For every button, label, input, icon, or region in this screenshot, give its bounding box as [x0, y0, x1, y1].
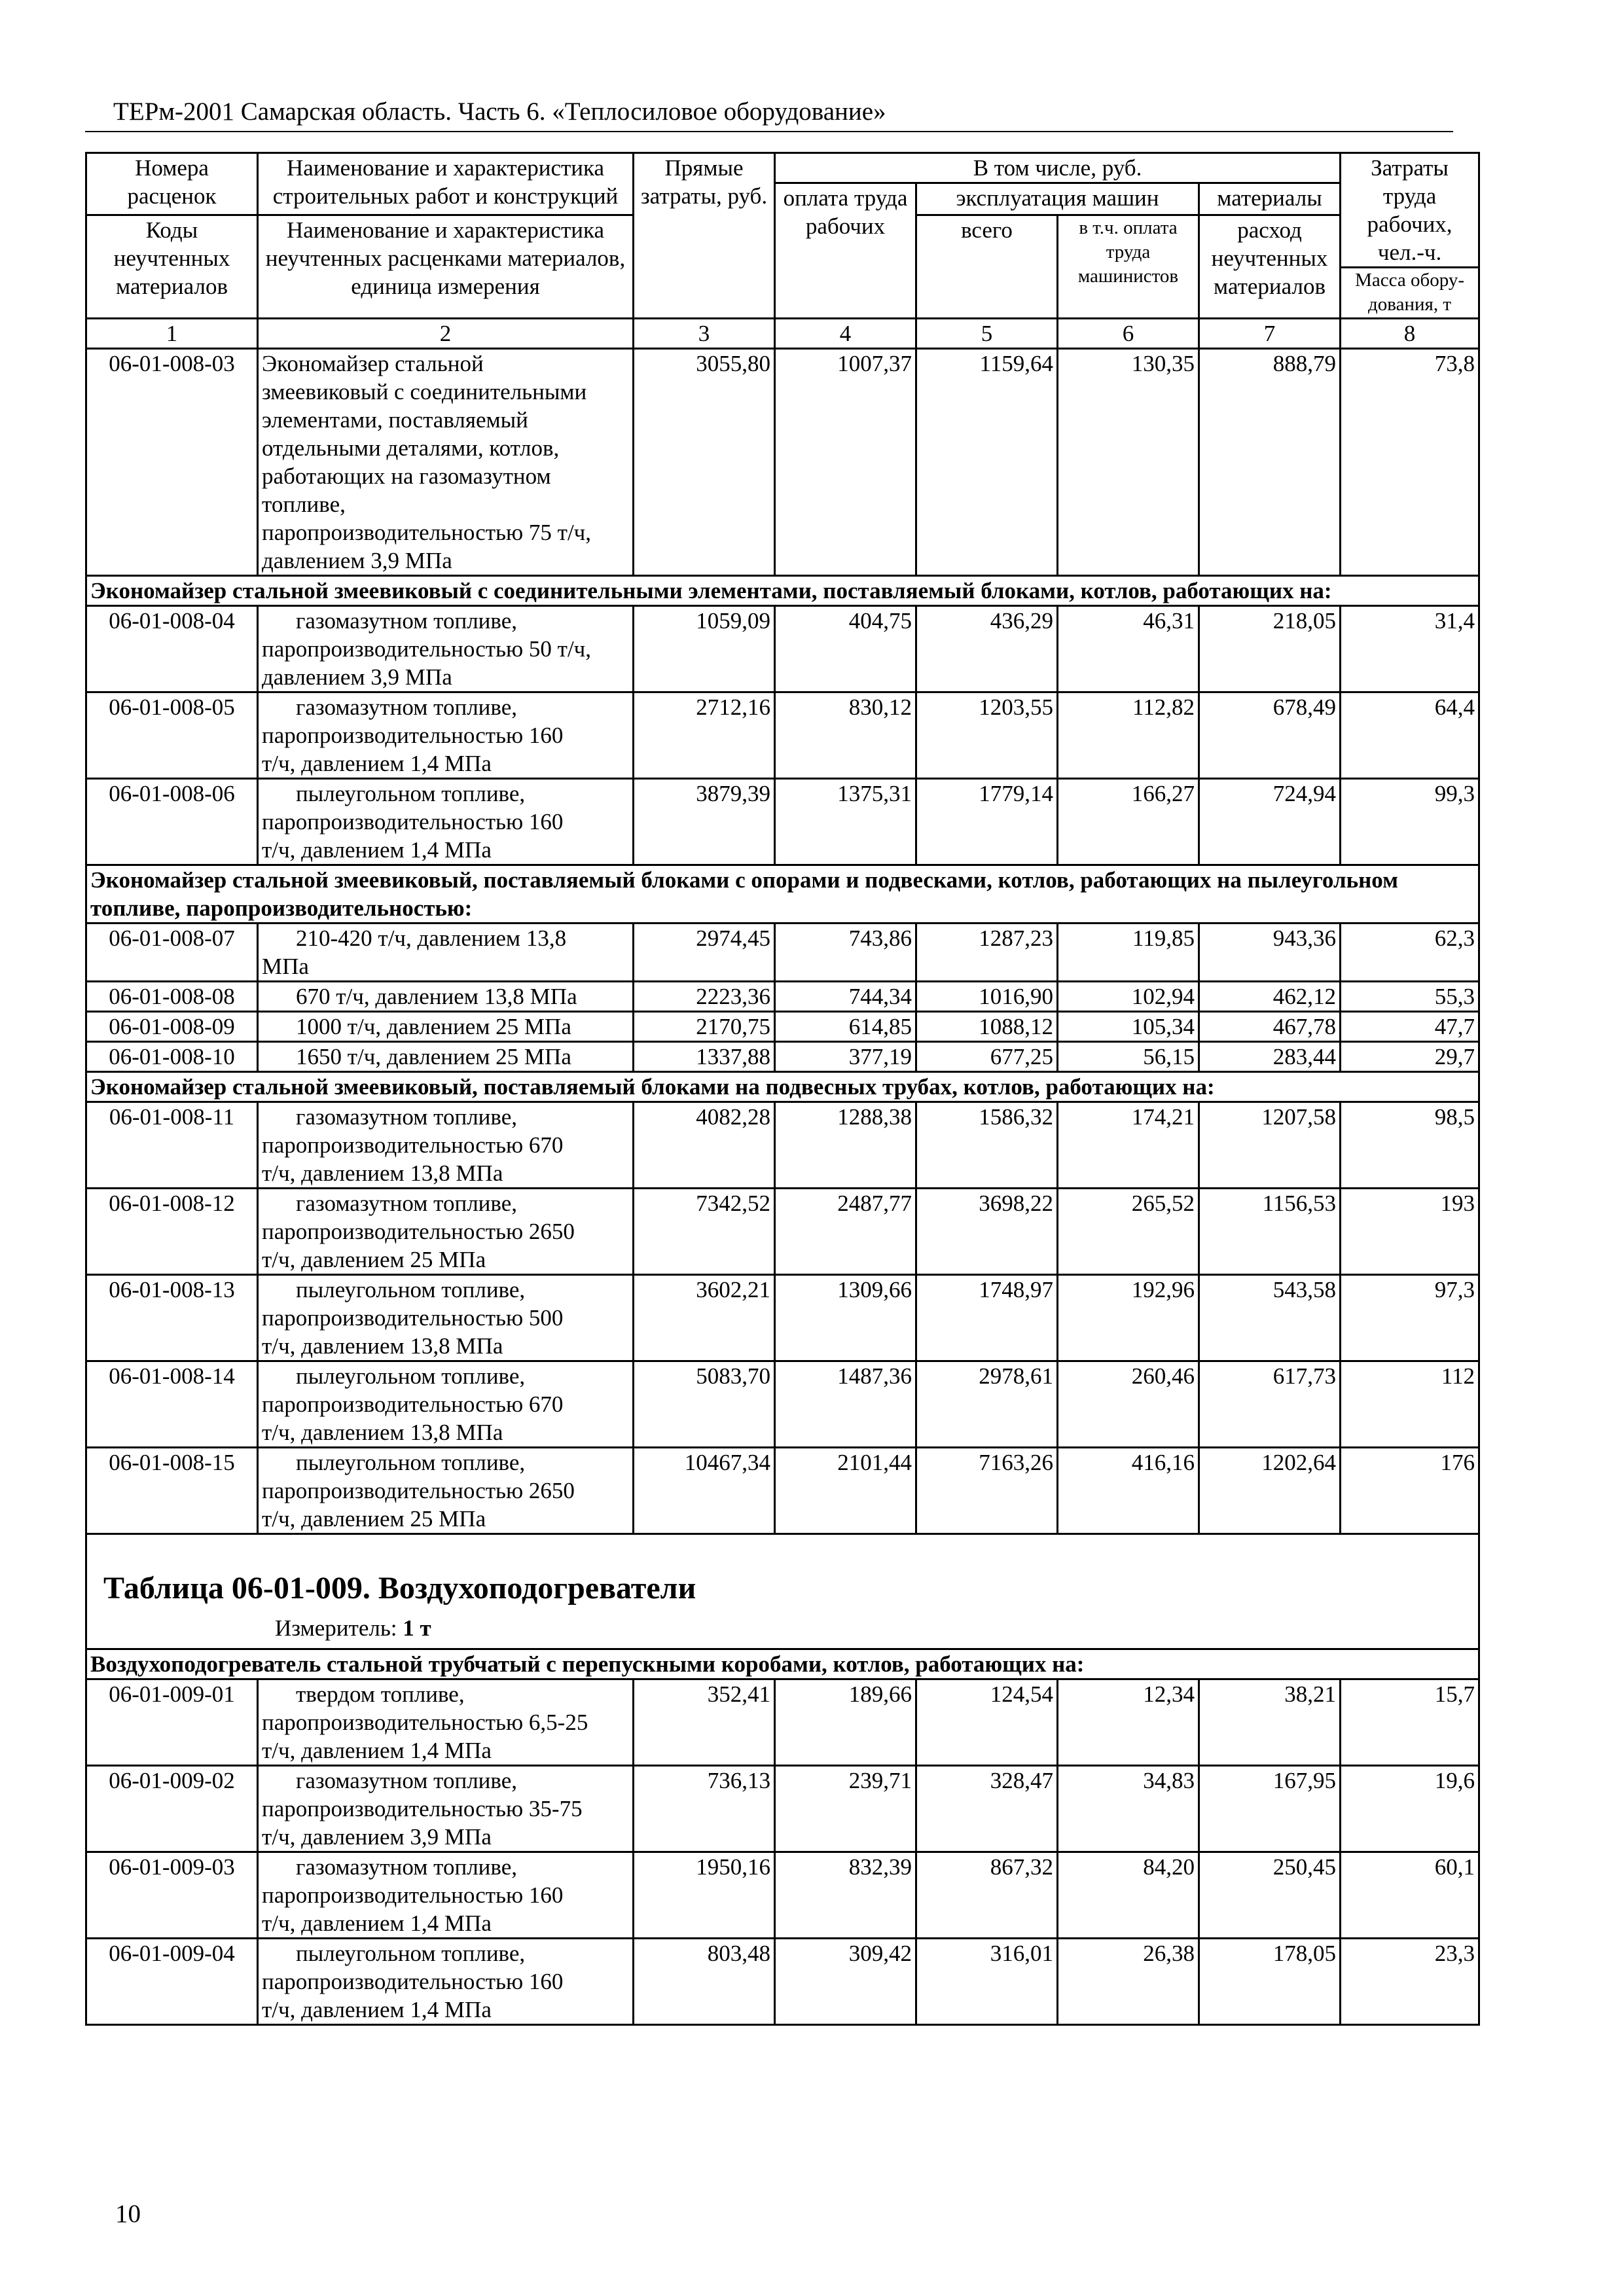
value-machines-total: 1586,32 [916, 1102, 1058, 1189]
measure-value: 1 т [403, 1615, 431, 1641]
description-line: 1000 т/ч, давлением 25 МПа [296, 1014, 571, 1039]
value-machines-total: 436,29 [916, 606, 1058, 692]
value-labor-cost: 176 [1341, 1448, 1479, 1534]
description-line: паропроизводительностью 160 [262, 1969, 564, 1994]
value-labor-cost: 29,7 [1341, 1042, 1479, 1072]
description-line: газомазутном топливе, [296, 1104, 518, 1130]
rate-description [258, 692, 634, 779]
col-number: 2 [258, 319, 634, 349]
value-operator-pay: 265,52 [1058, 1189, 1199, 1275]
hdr-labor-cost: Затраты труда рабочих, чел.-ч. [1341, 153, 1479, 268]
table-row [86, 1766, 1479, 1852]
col-number: 3 [634, 319, 775, 349]
value-operator-pay: 34,83 [1058, 1766, 1199, 1852]
section-heading: Экономайзер стальной змеевиковый, поставляемый блоками на подвесных трубах, котлов, работающих на: [86, 1072, 1479, 1102]
description-line: элементами, поставляемый [262, 407, 528, 433]
value-labor-pay: 189,66 [775, 1679, 916, 1766]
value-labor-pay: 377,19 [775, 1042, 916, 1072]
description-line: пылеугольном топливе, [296, 1363, 526, 1389]
value-operator-pay: 192,96 [1058, 1275, 1199, 1361]
rate-description [258, 1012, 634, 1042]
value-materials: 724,94 [1199, 779, 1341, 865]
rate-code: 06-01-009-04 [86, 1939, 258, 2025]
value-labor-pay: 1309,66 [775, 1275, 916, 1361]
value-labor-pay: 2487,77 [775, 1189, 916, 1275]
value-labor-cost: 23,3 [1341, 1939, 1479, 2025]
description-line: газомазутном топливе, [296, 1768, 518, 1793]
description-line: работающих на газомазутном [262, 463, 551, 489]
value-operator-pay: 56,15 [1058, 1042, 1199, 1072]
value-materials: 617,73 [1199, 1361, 1341, 1448]
hdr-equipment-mass: Масса обору-дования, т [1341, 268, 1479, 319]
rate-code: 06-01-009-01 [86, 1679, 258, 1766]
hdr-material-name: Наименование и характеристика неучтенных расценками материалов, единица измерения [258, 215, 634, 319]
rate-description [258, 349, 634, 576]
rate-code: 06-01-008-15 [86, 1448, 258, 1534]
value-machines-total: 124,54 [916, 1679, 1058, 1766]
measure-unit [90, 1608, 1475, 1648]
description-line: т/ч, давлением 1,4 МПа [262, 1738, 492, 1763]
value-direct-cost: 352,41 [634, 1679, 775, 1766]
description-line: паропроизводительностью 160 [262, 809, 564, 834]
value-direct-cost: 3602,21 [634, 1275, 775, 1361]
description-line: т/ч, давлением 1,4 МПа [262, 1910, 492, 1936]
value-direct-cost: 2712,16 [634, 692, 775, 779]
value-operator-pay: 112,82 [1058, 692, 1199, 779]
value-machines-total: 677,25 [916, 1042, 1058, 1072]
value-labor-pay: 830,12 [775, 692, 916, 779]
description-line: паропроизводительностью 160 [262, 1882, 564, 1908]
hdr-machines-total: всего [916, 215, 1058, 319]
value-machines-total: 1779,14 [916, 779, 1058, 865]
table-row [86, 1361, 1479, 1448]
value-labor-pay: 239,71 [775, 1766, 916, 1852]
value-labor-pay: 614,85 [775, 1012, 916, 1042]
value-direct-cost: 803,48 [634, 1939, 775, 2025]
value-materials: 462,12 [1199, 982, 1341, 1012]
col-number: 5 [916, 319, 1058, 349]
description-line: т/ч, давлением 25 МПа [262, 1506, 486, 1532]
col-number: 4 [775, 319, 916, 349]
value-operator-pay: 26,38 [1058, 1939, 1199, 2025]
table-title: Таблица 06-01-009. Воздухоподогреватели [103, 1571, 696, 1605]
value-direct-cost: 1950,16 [634, 1852, 775, 1939]
value-direct-cost: 2974,45 [634, 924, 775, 982]
description-line: паропроизводительностью 500 [262, 1305, 564, 1331]
value-direct-cost: 2170,75 [634, 1012, 775, 1042]
description-line: газомазутном топливе, [296, 694, 518, 720]
table-row [86, 924, 1479, 982]
value-labor-cost: 64,4 [1341, 692, 1479, 779]
value-machines-total: 1088,12 [916, 1012, 1058, 1042]
rate-code: 06-01-008-05 [86, 692, 258, 779]
value-direct-cost: 3879,39 [634, 779, 775, 865]
value-materials: 943,36 [1199, 924, 1341, 982]
hdr-materials-unaccounted: расход неучтенных материалов [1199, 215, 1341, 319]
rate-description [258, 1042, 634, 1072]
value-operator-pay: 84,20 [1058, 1852, 1199, 1939]
description-line: т/ч, давлением 13,8 МПа [262, 1333, 503, 1359]
value-materials: 678,49 [1199, 692, 1341, 779]
value-materials: 38,21 [1199, 1679, 1341, 1766]
description-line: давлением 3,9 МПа [262, 548, 452, 573]
table-row [86, 779, 1479, 865]
rate-description [258, 1939, 634, 2025]
description-line: паропроизводительностью 6,5-25 [262, 1710, 588, 1735]
table-row [86, 1012, 1479, 1042]
value-machines-total: 2978,61 [916, 1361, 1058, 1448]
measure-label: Измеритель: [275, 1615, 403, 1641]
value-direct-cost: 5083,70 [634, 1361, 775, 1448]
description-line: т/ч, давлением 13,8 МПа [262, 1160, 503, 1186]
value-materials: 167,95 [1199, 1766, 1341, 1852]
value-machines-total: 867,32 [916, 1852, 1058, 1939]
value-labor-pay: 1288,38 [775, 1102, 916, 1189]
description-line: газомазутном топливе, [296, 1191, 518, 1216]
value-direct-cost: 10467,34 [634, 1448, 775, 1534]
description-line: отдельными деталями, котлов, [262, 435, 560, 461]
value-materials: 1207,58 [1199, 1102, 1341, 1189]
value-materials: 178,05 [1199, 1939, 1341, 2025]
table-row [86, 1939, 1479, 2025]
description-line: т/ч, давлением 25 МПа [262, 1247, 486, 1272]
value-machines-total: 1748,97 [916, 1275, 1058, 1361]
value-labor-cost: 62,3 [1341, 924, 1479, 982]
table-row [86, 1852, 1479, 1939]
value-labor-cost: 15,7 [1341, 1679, 1479, 1766]
value-labor-cost: 47,7 [1341, 1012, 1479, 1042]
col-number: 1 [86, 319, 258, 349]
table-row [86, 1275, 1479, 1361]
value-labor-pay: 1007,37 [775, 349, 916, 576]
description-line: паропроизводительностью 50 т/ч, [262, 636, 592, 662]
table-row [86, 1679, 1479, 1766]
value-labor-pay: 832,39 [775, 1852, 916, 1939]
description-line: т/ч, давлением 1,4 МПа [262, 1997, 492, 2022]
value-direct-cost: 2223,36 [634, 982, 775, 1012]
description-line: паропроизводительностью 160 [262, 723, 564, 748]
value-labor-cost: 112 [1341, 1361, 1479, 1448]
value-direct-cost: 4082,28 [634, 1102, 775, 1189]
description-line: 1650 т/ч, давлением 25 МПа [296, 1044, 571, 1069]
value-machines-total: 316,01 [916, 1939, 1058, 2025]
description-line: пылеугольном топливе, [296, 1277, 526, 1302]
value-direct-cost: 7342,52 [634, 1189, 775, 1275]
value-labor-cost: 73,8 [1341, 349, 1479, 576]
rate-description [258, 1275, 634, 1361]
hdr-material-codes: Коды неучтенных материалов [86, 215, 258, 319]
table-row [86, 1448, 1479, 1534]
rate-code: 06-01-008-03 [86, 349, 258, 576]
value-materials: 888,79 [1199, 349, 1341, 576]
table-row [86, 692, 1479, 779]
description-line: твердом топливе, [296, 1681, 465, 1707]
table-row [86, 1102, 1479, 1189]
value-labor-cost: 60,1 [1341, 1852, 1479, 1939]
hdr-materials: материалы [1199, 183, 1341, 215]
table-row [86, 1042, 1479, 1072]
value-operator-pay: 119,85 [1058, 924, 1199, 982]
page-number: 10 [115, 2200, 141, 2228]
rate-code: 06-01-008-10 [86, 1042, 258, 1072]
value-materials: 218,05 [1199, 606, 1341, 692]
value-labor-pay: 743,86 [775, 924, 916, 982]
rate-description [258, 982, 634, 1012]
hdr-machines: эксплуатация машин [916, 183, 1199, 215]
rate-description [258, 1679, 634, 1766]
description-line: паропроизводительностью 75 т/ч, [262, 520, 592, 545]
value-labor-pay: 309,42 [775, 1939, 916, 2025]
description-line: т/ч, давлением 1,4 МПа [262, 751, 492, 776]
value-labor-cost: 99,3 [1341, 779, 1479, 865]
rate-code: 06-01-008-12 [86, 1189, 258, 1275]
rate-description [258, 1102, 634, 1189]
description-line: МПа [262, 954, 309, 979]
value-labor-cost: 55,3 [1341, 982, 1479, 1012]
hdr-labor-pay: оплата труда рабочих [775, 183, 916, 319]
table-row [86, 982, 1479, 1012]
description-line: т/ч, давлением 1,4 МПа [262, 837, 492, 863]
description-line: паропроизводительностью 670 [262, 1391, 564, 1417]
value-materials: 543,58 [1199, 1275, 1341, 1361]
value-labor-cost: 98,5 [1341, 1102, 1479, 1189]
rate-code: 06-01-008-04 [86, 606, 258, 692]
rate-description [258, 1189, 634, 1275]
rate-code: 06-01-009-02 [86, 1766, 258, 1852]
value-operator-pay: 102,94 [1058, 982, 1199, 1012]
value-materials: 1156,53 [1199, 1189, 1341, 1275]
description-line: топливе, [262, 492, 346, 517]
header-rule [85, 131, 1453, 132]
value-materials: 250,45 [1199, 1852, 1341, 1939]
section-heading: Воздухоподогреватель стальной трубчатый с перепускными коробами, котлов, работающих на: [86, 1649, 1479, 1679]
value-materials: 283,44 [1199, 1042, 1341, 1072]
value-operator-pay: 130,35 [1058, 349, 1199, 576]
value-labor-cost: 31,4 [1341, 606, 1479, 692]
col-number: 8 [1341, 319, 1479, 349]
value-machines-total: 328,47 [916, 1766, 1058, 1852]
value-materials: 467,78 [1199, 1012, 1341, 1042]
value-direct-cost: 3055,80 [634, 349, 775, 576]
value-direct-cost: 1059,09 [634, 606, 775, 692]
value-labor-pay: 404,75 [775, 606, 916, 692]
table-title-block [86, 1534, 1479, 1649]
value-labor-pay: 744,34 [775, 982, 916, 1012]
col-number: 7 [1199, 319, 1341, 349]
hdr-operator-pay: в т.ч. оплата труда машинистов [1058, 215, 1199, 319]
hdr-including: В том числе, руб. [775, 153, 1341, 183]
rate-description [258, 606, 634, 692]
table-row [86, 1189, 1479, 1275]
rate-description [258, 1766, 634, 1852]
section-heading: Экономайзер стальной змеевиковый, поставляемый блоками с опорами и подвесками, котлов, работающих на пылеугольном топливе, паропроизводительностью: [86, 865, 1479, 924]
rate-description [258, 1852, 634, 1939]
value-labor-cost: 97,3 [1341, 1275, 1479, 1361]
description-line: паропроизводительностью 2650 [262, 1219, 575, 1244]
description-line: Экономайзер стальной [262, 351, 484, 376]
description-line: змеевиковый с соединительными [262, 379, 587, 404]
value-machines-total: 3698,22 [916, 1189, 1058, 1275]
rate-code: 06-01-008-09 [86, 1012, 258, 1042]
hdr-work-name: Наименование и характеристика строительных работ и конструкций [258, 153, 634, 215]
rate-description [258, 1448, 634, 1534]
value-operator-pay: 46,31 [1058, 606, 1199, 692]
value-machines-total: 7163,26 [916, 1448, 1058, 1534]
value-labor-pay: 1487,36 [775, 1361, 916, 1448]
description-line: давлением 3,9 МПа [262, 664, 452, 690]
value-labor-pay: 1375,31 [775, 779, 916, 865]
value-machines-total: 1016,90 [916, 982, 1058, 1012]
description-line: т/ч, давлением 13,8 МПа [262, 1420, 503, 1445]
rate-code: 06-01-008-06 [86, 779, 258, 865]
description-line: 210-420 т/ч, давлением 13,8 [296, 925, 567, 951]
rate-code: 06-01-008-07 [86, 924, 258, 982]
value-labor-cost: 193 [1341, 1189, 1479, 1275]
rate-description [258, 1361, 634, 1448]
rate-code: 06-01-008-11 [86, 1102, 258, 1189]
rate-description [258, 779, 634, 865]
description-line: паропроизводительностью 670 [262, 1132, 564, 1158]
value-materials: 1202,64 [1199, 1448, 1341, 1534]
table-row [86, 349, 1479, 576]
value-operator-pay: 416,16 [1058, 1448, 1199, 1534]
description-line: пылеугольном топливе, [296, 781, 526, 806]
section-heading: Экономайзер стальной змеевиковый с соединительными элементами, поставляемый блоками, котлов, работающих на: [86, 576, 1479, 606]
description-line: паропроизводительностью 2650 [262, 1478, 575, 1503]
rate-code: 06-01-008-08 [86, 982, 258, 1012]
rates-table [85, 152, 1480, 2026]
table-row [86, 606, 1479, 692]
description-line: паропроизводительностью 35-75 [262, 1796, 583, 1821]
value-operator-pay: 12,34 [1058, 1679, 1199, 1766]
running-header: ТЕРм-2001 Самарская область. Часть 6. «Теплосиловое оборудование» [113, 98, 886, 126]
rate-code: 06-01-009-03 [86, 1852, 258, 1939]
value-labor-cost: 19,6 [1341, 1766, 1479, 1852]
rate-code: 06-01-008-14 [86, 1361, 258, 1448]
description-line: газомазутном топливе, [296, 1854, 518, 1880]
description-line: 670 т/ч, давлением 13,8 МПа [296, 984, 577, 1009]
hdr-rate-numbers: Номера расценок [86, 153, 258, 215]
value-direct-cost: 1337,88 [634, 1042, 775, 1072]
description-line: пылеугольном топливе, [296, 1941, 526, 1966]
description-line: газомазутном топливе, [296, 608, 518, 634]
value-machines-total: 1287,23 [916, 924, 1058, 982]
value-direct-cost: 736,13 [634, 1766, 775, 1852]
description-line: т/ч, давлением 3,9 МПа [262, 1824, 492, 1850]
rate-description [258, 924, 634, 982]
value-labor-pay: 2101,44 [775, 1448, 916, 1534]
value-machines-total: 1159,64 [916, 349, 1058, 576]
value-machines-total: 1203,55 [916, 692, 1058, 779]
value-operator-pay: 105,34 [1058, 1012, 1199, 1042]
col-number: 6 [1058, 319, 1199, 349]
rate-code: 06-01-008-13 [86, 1275, 258, 1361]
value-operator-pay: 174,21 [1058, 1102, 1199, 1189]
value-operator-pay: 260,46 [1058, 1361, 1199, 1448]
description-line: пылеугольном топливе, [296, 1450, 526, 1475]
value-operator-pay: 166,27 [1058, 779, 1199, 865]
hdr-direct-costs: Прямые затраты, руб. [634, 153, 775, 319]
